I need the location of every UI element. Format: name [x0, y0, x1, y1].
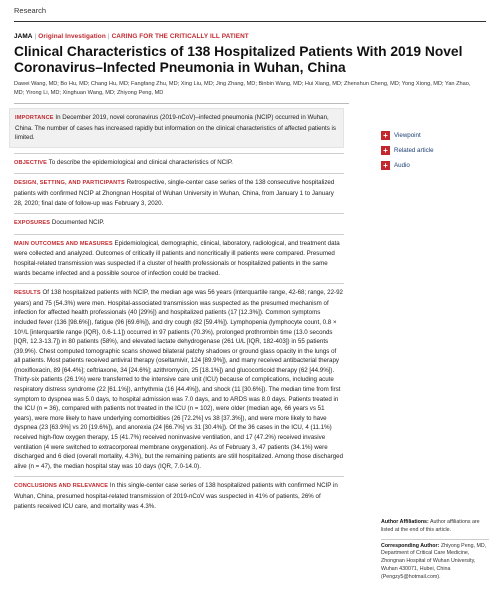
- affiliations-text: Author affiliations are listed at the end of this article.: [381, 519, 480, 533]
- abstract-text: Retrospective, single-center case series of the 138 consecutive hospitalized patients with confirmed NCIP at Zhongnan Hospital of Wuhan University in Wuhan, China, from January 1 to January 28, 2020; final date of follow-up was February 3, 2020.: [14, 179, 335, 207]
- audio-link[interactable]: [381, 158, 434, 172]
- author-affiliations: [381, 519, 489, 535]
- abstract-importance: [9, 108, 344, 148]
- article-meta: JAMA | Original Investigation | CARING FOR THE CRITICALLY ILL PATIENT: [14, 33, 249, 40]
- abstract-text: In December 2019, novel coronavirus (2019-nCoV)–infected pneumonia (NCIP) occurred in Wuhan, China. The number of cases has increased rapidly but information on the clinical characteristics of affected patients is limited.: [15, 114, 337, 142]
- title-divider: [14, 103, 349, 104]
- section-label: Research: [14, 6, 47, 15]
- affiliations-label: Author Affiliations:: [381, 519, 429, 525]
- plus-icon: +: [381, 131, 390, 140]
- plus-icon: +: [381, 146, 390, 155]
- corresponding-text: Zhiyong Peng, MD, Department of Critical Care Medicine, Zhongnan Hospital of Wuhan University, Wuhan 430071, Hubei, China (Pengzy5@hotmail.com).: [381, 542, 487, 580]
- abstract-results: [14, 288, 344, 471]
- abstract-text: Of 138 hospitalized patients with NCIP, the median age was 56 years (interquartile range, 42-68; range, 22-92 years) and 75 (54.3%) were men. Hospital-associated transmission was suspected as the presumed mechanism of infection for affected health professionals (40 [29%]) and hospitalized patients (17 [12.3%]). Common symptoms included fever (136 [98.6%]), fatigue (96 [69.6%]), and dry cough (82 [59.4%]). Lymphopenia (lymphocyte count, 0.8 × 10⁹/L [interquartile range {IQR}, 0.6-1.1]) occurred in 97 patients (70.3%), prolonged prothrombin time (13.0 seconds [IQR, 12.3-13.7]) in 80 patients (58%), and elevated lactate dehydrogenase (261 U/L [IQR, 182-403]) in 55 patients (39.9%). Chest computed tomographic scans showed bilateral patchy shadows or ground glass opacity in the lungs of all patients. Most patients received antiviral therapy (oseltamivir, 124 [89.9%]), and many received antibacterial therapy (moxifloxacin, 89 [64.4%]; ceftriaxone, 34 [24.6%]; azithromycin, 25 [18.1%]) and glucocorticoid therapy (62 [44.9%]). Thirty-six patients (26.1%) were transferred to the intensive care unit (ICU) because of complications, including acute respiratory distress syndrome (22 [61.1%]), arrhythmia (16 [44.4%]), and shock (11 [30.6%]). The median time from first symptom to dyspnea was 5.0 days, to hospital admission was 7.0 days, and to ARDS was 8.0 days. Patients treated in the ICU (n = 36), compared with patients not treated in the ICU (n = 102), were older (median age, 66 years vs 51 years), were more likely to have underlying comorbidities (26 [72.2%] vs 38 [37.3%]), and were more likely to have dyspnea (23 [63.9%] vs 20 [19.6%]), and anorexia (24 [66.7%] vs 31 [30.4%]). Of the 36 cases in the ICU, 4 (11.1%) received high-flow oxygen therapy, 15 (41.7%) received noninvasive ventilation, and 17 (47.2%) received invasive ventilation (4 were switched to extracorporeal membrane oxygenation). As of February 3, 47 patients (34.1%) were discharged and 6 died (overall mortality, 4.3%), but the remaining patients are still hospitalized. Among those discharged alive (n = 47), the median hospital stay was 10 days (IQR, 7.0-14.0).: [14, 289, 344, 470]
- article-title: Clinical Characteristics of 138 Hospitalized Patients With 2019 Novel Coronavirus–Infected Pneumonia in Wuhan, China: [14, 44, 463, 76]
- side-info: [381, 519, 489, 586]
- side-link-label[interactable]: Viewpoint: [394, 131, 421, 139]
- related-article-link[interactable]: [381, 143, 434, 157]
- abstract-heading: IMPORTANCE: [15, 115, 54, 121]
- abstract-design: [14, 178, 344, 208]
- abstract-objective: [14, 158, 344, 169]
- corresponding-author: [381, 543, 489, 582]
- viewpoint-link[interactable]: [381, 128, 434, 142]
- article-type[interactable]: Original Investigation: [38, 33, 106, 40]
- journal-name: JAMA: [14, 33, 33, 40]
- side-links: [381, 128, 434, 173]
- abstract-heading: CONCLUSIONS AND RELEVANCE: [14, 483, 109, 490]
- abstract-text: To describe the epidemiological and clinical characteristics of NCIP.: [48, 158, 233, 166]
- abstract-text: In this single-center case series of 138 hospitalized patients with confirmed NCIP in Wuhan, China, presumed hospital-related transmission of 2019-nCoV was suspected in 41% of patients, 26% of patients received ICU care, and mortality was 4.3%.: [14, 482, 338, 510]
- abstract: [14, 108, 344, 511]
- abstract-text: Documented NCIP.: [51, 219, 105, 227]
- abstract-exposures: [14, 218, 344, 229]
- abstract-heading: RESULTS: [14, 290, 41, 297]
- abstract-text: Epidemiological, demographic, clinical, laboratory, radiological, and treatment data were collected and analyzed. Outcomes of critically ill patients and noncritically ill patients were compared. Presumed hospital-related transmission was suspected if a cluster of health professionals or hospitalized patients in the same wards became infected and a possible source of infection could be tracked.: [14, 239, 340, 277]
- abstract-heading: DESIGN, SETTING, AND PARTICIPANTS: [14, 180, 125, 187]
- abstract-heading: EXPOSURES: [14, 220, 51, 227]
- side-link-label[interactable]: Related article: [394, 146, 434, 154]
- abstract-heading: MAIN OUTCOMES AND MEASURES: [14, 240, 113, 247]
- abstract-outcomes: [14, 239, 344, 278]
- abstract-heading: OBJECTIVE: [14, 159, 48, 166]
- side-link-label[interactable]: Audio: [394, 161, 410, 169]
- header-rule: [14, 21, 486, 22]
- corresponding-label: Corresponding Author:: [381, 542, 440, 549]
- author-list: Dawei Wang, MD; Bo Hu, MD; Chang Hu, MD; Fangfang Zhu, MD; Xing Liu, MD; Jing Zhang, MD; Binbin Wang, MD; Hui Xiang, MD; Zhenshun Cheng, MD; Yong Xiong, MD; Yan Zhao, MD; Yirong Li, MD; Xinghuan Wang, MD; Zhiyong Peng, MD: [14, 81, 471, 96]
- series-name[interactable]: CARING FOR THE CRITICALLY ILL PATIENT: [111, 33, 249, 40]
- plus-icon: +: [381, 161, 390, 170]
- abstract-conclusions: [14, 481, 344, 511]
